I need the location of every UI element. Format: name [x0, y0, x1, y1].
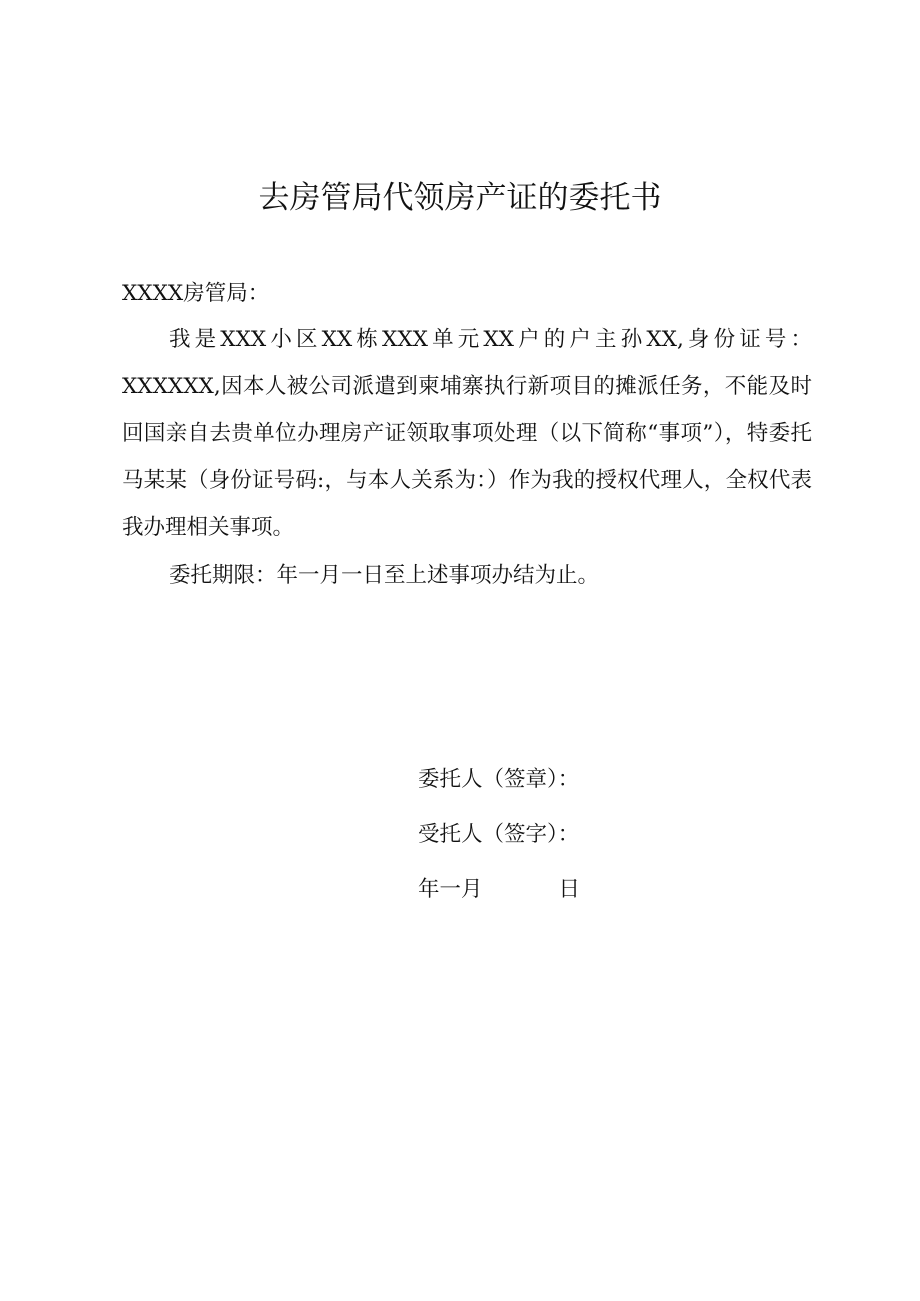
- body-paragraph-main: 我是XXX小区XX栋XXX单元XX户的户主孙XX,身份证号：XXXXXX,因本人被公司派遣到柬埔寨执行新项目的摊派任务，不能及时回国亲自去贵单位办理房产证领取事项处理（以下简称“事项”），特委托马某某（身份证号码:，与本人关系为：）作为我的授权代理人，全权代表我办理相关事项。: [122, 327, 812, 540]
- signature-date: [418, 862, 798, 917]
- document-title: 去房管局代领房产证的委托书: [258, 180, 662, 216]
- salutation: XXXX房管局：: [122, 281, 270, 306]
- date-gap: [483, 862, 559, 917]
- signature-block: [418, 752, 798, 917]
- agent-signature-label: 受托人（签字）：: [418, 822, 580, 847]
- principal-signature-label: 委托人（签章）：: [418, 767, 580, 792]
- body-paragraph-term: 委托期限：年一月一日至上述事项办结为止。: [169, 563, 600, 588]
- date-day: 日: [558, 877, 581, 902]
- date-year-month: 年一月: [418, 877, 483, 902]
